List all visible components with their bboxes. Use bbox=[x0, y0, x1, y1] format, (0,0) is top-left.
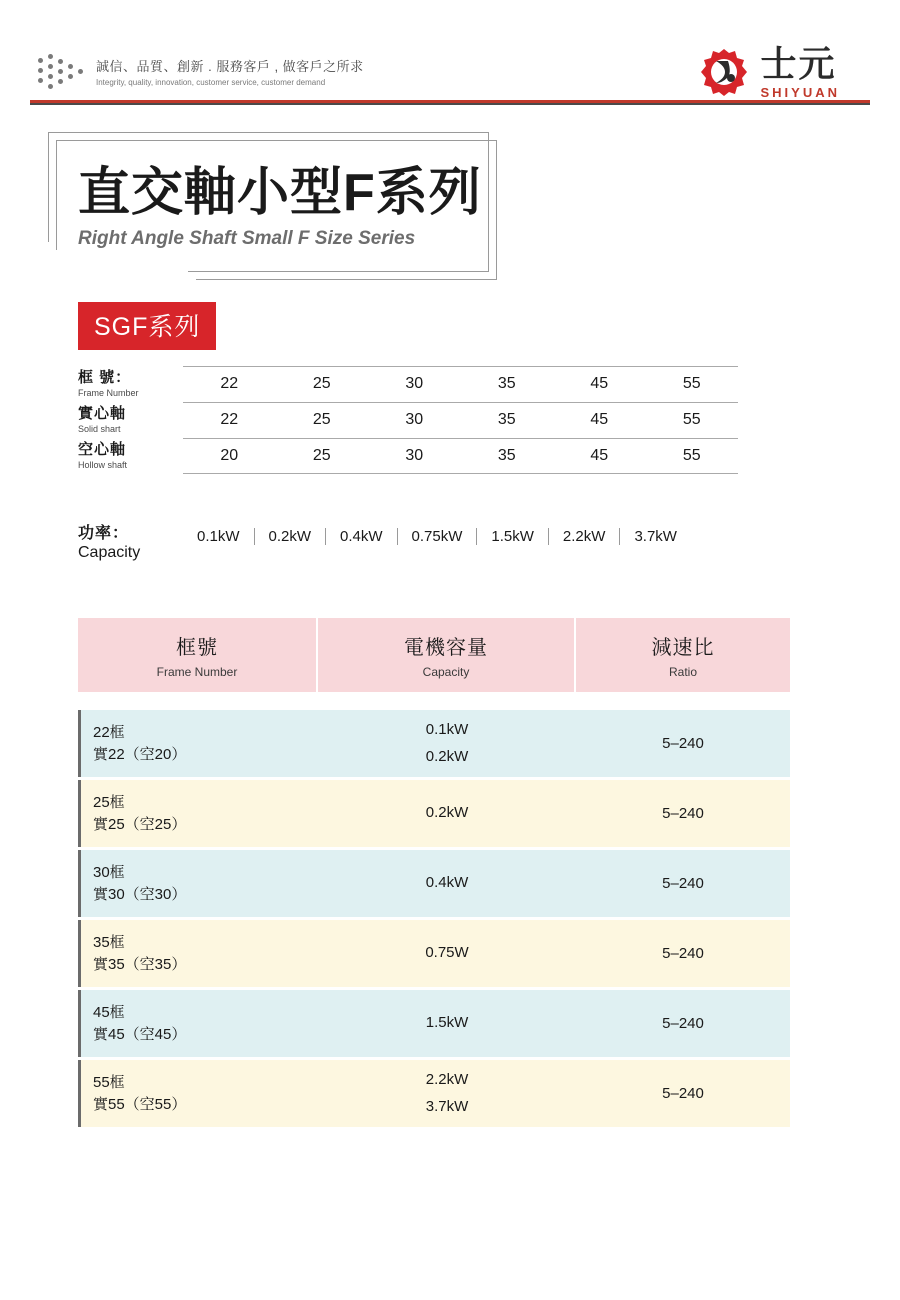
brand-name-chinese: 士元 bbox=[760, 43, 837, 84]
capacity-value: 1.5kW bbox=[477, 528, 549, 545]
header-chinese: 框號 bbox=[176, 637, 218, 659]
cell-frame-number bbox=[78, 850, 318, 917]
spec-value: 20 bbox=[220, 447, 239, 464]
spec-value: 35 bbox=[497, 411, 516, 428]
frame-line-1: 22框 bbox=[93, 723, 125, 741]
spec-label-english: Solid shart bbox=[78, 424, 121, 434]
capacity-value: 0.2kW bbox=[255, 528, 327, 545]
capacity-item: 2.2kW bbox=[425, 1071, 469, 1089]
spec-value: 45 bbox=[590, 375, 609, 392]
title-frame-line bbox=[488, 132, 489, 272]
cell-ratio: 5–240 bbox=[662, 945, 704, 962]
spec-row-frame-number bbox=[78, 366, 748, 402]
frame-line-2: 實22（空20） bbox=[93, 745, 187, 763]
table-header-row bbox=[78, 618, 790, 692]
capacity-value: 0.1kW bbox=[183, 528, 255, 545]
capacity-label-english: Capacity bbox=[78, 544, 141, 561]
capacity-value: 3.7kW bbox=[634, 528, 677, 545]
page-header bbox=[0, 28, 900, 108]
frame-line-2: 實30（空30） bbox=[93, 885, 187, 903]
cell-capacity bbox=[318, 920, 576, 987]
spec-label-english: Frame Number bbox=[78, 388, 139, 398]
spec-label-chinese: 實心軸 bbox=[78, 405, 127, 422]
title-block bbox=[48, 132, 538, 272]
spec-label-english: Hollow shaft bbox=[78, 460, 128, 470]
header-divider-dark bbox=[30, 103, 870, 105]
capacity-item: 3.7kW bbox=[425, 1097, 469, 1115]
frame-line-2: 實55（空55） bbox=[93, 1095, 187, 1113]
spec-value: 35 bbox=[497, 447, 516, 464]
cell-capacity bbox=[318, 990, 576, 1057]
spec-value: 45 bbox=[590, 447, 609, 464]
cell-capacity bbox=[318, 710, 576, 777]
table-row bbox=[78, 780, 790, 847]
header-english: Frame Number bbox=[156, 665, 238, 679]
dot-pattern-icon bbox=[38, 54, 88, 88]
header-chinese: 減速比 bbox=[651, 637, 715, 659]
capacity-item: 1.5kW bbox=[425, 1014, 469, 1032]
spec-value: 55 bbox=[682, 447, 701, 464]
cell-ratio: 5–240 bbox=[662, 875, 704, 892]
frame-line-1: 35框 bbox=[93, 933, 125, 951]
capacity-item: 0.1kW bbox=[425, 721, 469, 739]
title-frame-line bbox=[56, 140, 496, 141]
company-logo bbox=[698, 43, 840, 100]
spec-value: 45 bbox=[590, 411, 609, 428]
cell-ratio: 5–240 bbox=[662, 735, 704, 752]
title-frame-line bbox=[48, 132, 488, 133]
capacity-item: 0.2kW bbox=[425, 747, 469, 765]
spec-table bbox=[78, 618, 790, 1127]
frame-shaft-spec bbox=[78, 366, 748, 474]
spec-value: 22 bbox=[220, 411, 239, 428]
page-subtitle: Right Angle Shaft Small F Size Series bbox=[78, 228, 416, 249]
spec-value: 35 bbox=[497, 375, 516, 392]
cell-capacity bbox=[318, 850, 576, 917]
frame-line-2: 實45（空45） bbox=[93, 1025, 187, 1043]
header-english: Capacity bbox=[422, 665, 470, 679]
frame-line-1: 25框 bbox=[93, 793, 125, 811]
title-frame-line bbox=[196, 279, 497, 280]
cell-ratio: 5–240 bbox=[662, 1015, 704, 1032]
table-spacer bbox=[78, 692, 790, 710]
spec-value: 25 bbox=[312, 411, 331, 428]
title-frame-line bbox=[48, 132, 49, 242]
cell-frame-number bbox=[78, 1060, 318, 1127]
table-row bbox=[78, 920, 790, 987]
frame-line-2: 實25（空25） bbox=[93, 815, 187, 833]
spec-value: 30 bbox=[405, 375, 424, 392]
brand-name-english: SHIYUAN bbox=[760, 85, 840, 100]
title-frame-line bbox=[56, 140, 57, 250]
spec-label bbox=[78, 366, 183, 398]
capacity-label-chinese: 功率： bbox=[78, 525, 130, 542]
gear-logo-icon bbox=[698, 47, 750, 99]
header-chinese: 電機容量 bbox=[404, 637, 488, 659]
spec-row-solid-shaft bbox=[78, 402, 748, 438]
table-row bbox=[78, 710, 790, 777]
frame-line-1: 30框 bbox=[93, 863, 125, 881]
capacity-item: 0.2kW bbox=[425, 804, 469, 822]
spec-label bbox=[78, 438, 183, 470]
capacity-label bbox=[78, 520, 183, 562]
brand-text bbox=[760, 43, 840, 100]
spec-value: 30 bbox=[405, 411, 424, 428]
capacity-value: 0.4kW bbox=[326, 528, 398, 545]
capacity-values bbox=[183, 528, 691, 545]
table-row bbox=[78, 1060, 790, 1127]
table-row bbox=[78, 990, 790, 1057]
table-header-frame-number bbox=[78, 618, 318, 692]
frame-line-2: 實35（空35） bbox=[93, 955, 187, 973]
spec-values bbox=[183, 438, 738, 474]
spec-value: 25 bbox=[312, 375, 331, 392]
series-badge: SGF系列 bbox=[78, 302, 216, 350]
table-header-capacity bbox=[318, 618, 576, 692]
spec-value: 22 bbox=[220, 375, 239, 392]
page-title: 直交軸小型F系列 bbox=[78, 164, 482, 222]
title-frame-line bbox=[188, 271, 489, 272]
capacity-item: 0.75W bbox=[425, 944, 469, 962]
capacity-spec bbox=[78, 520, 818, 562]
cell-capacity bbox=[318, 1060, 576, 1127]
spec-label bbox=[78, 402, 183, 434]
cell-frame-number bbox=[78, 920, 318, 987]
company-slogan bbox=[96, 56, 364, 87]
cell-frame-number bbox=[78, 710, 318, 777]
frame-line-1: 55框 bbox=[93, 1073, 125, 1091]
title-frame-line bbox=[496, 140, 497, 280]
header-english: Ratio bbox=[668, 665, 697, 679]
spec-value: 55 bbox=[682, 375, 701, 392]
spec-label-chinese: 空心軸 bbox=[78, 441, 127, 458]
spec-value: 55 bbox=[682, 411, 701, 428]
capacity-value: 0.75kW bbox=[398, 528, 478, 545]
spec-value: 25 bbox=[312, 447, 331, 464]
capacity-item: 0.4kW bbox=[425, 874, 469, 892]
capacity-value: 2.2kW bbox=[549, 528, 621, 545]
spec-values bbox=[183, 402, 738, 437]
spec-row-hollow-shaft bbox=[78, 438, 748, 474]
cell-capacity bbox=[318, 780, 576, 847]
cell-ratio: 5–240 bbox=[662, 805, 704, 822]
table-header-ratio bbox=[576, 618, 790, 692]
slogan-english: Integrity, quality, innovation, customer service, customer demand bbox=[96, 78, 326, 87]
cell-ratio: 5–240 bbox=[662, 1085, 704, 1102]
cell-frame-number bbox=[78, 990, 318, 1057]
frame-line-1: 45框 bbox=[93, 1003, 125, 1021]
spec-values bbox=[183, 366, 738, 401]
cell-frame-number bbox=[78, 780, 318, 847]
spec-value: 30 bbox=[405, 447, 424, 464]
table-row bbox=[78, 850, 790, 917]
spec-label-chinese: 框 號： bbox=[78, 369, 132, 386]
slogan-chinese: 誠信、品質、創新 . 服務客戶 , 做客戶之所求 bbox=[96, 59, 364, 74]
